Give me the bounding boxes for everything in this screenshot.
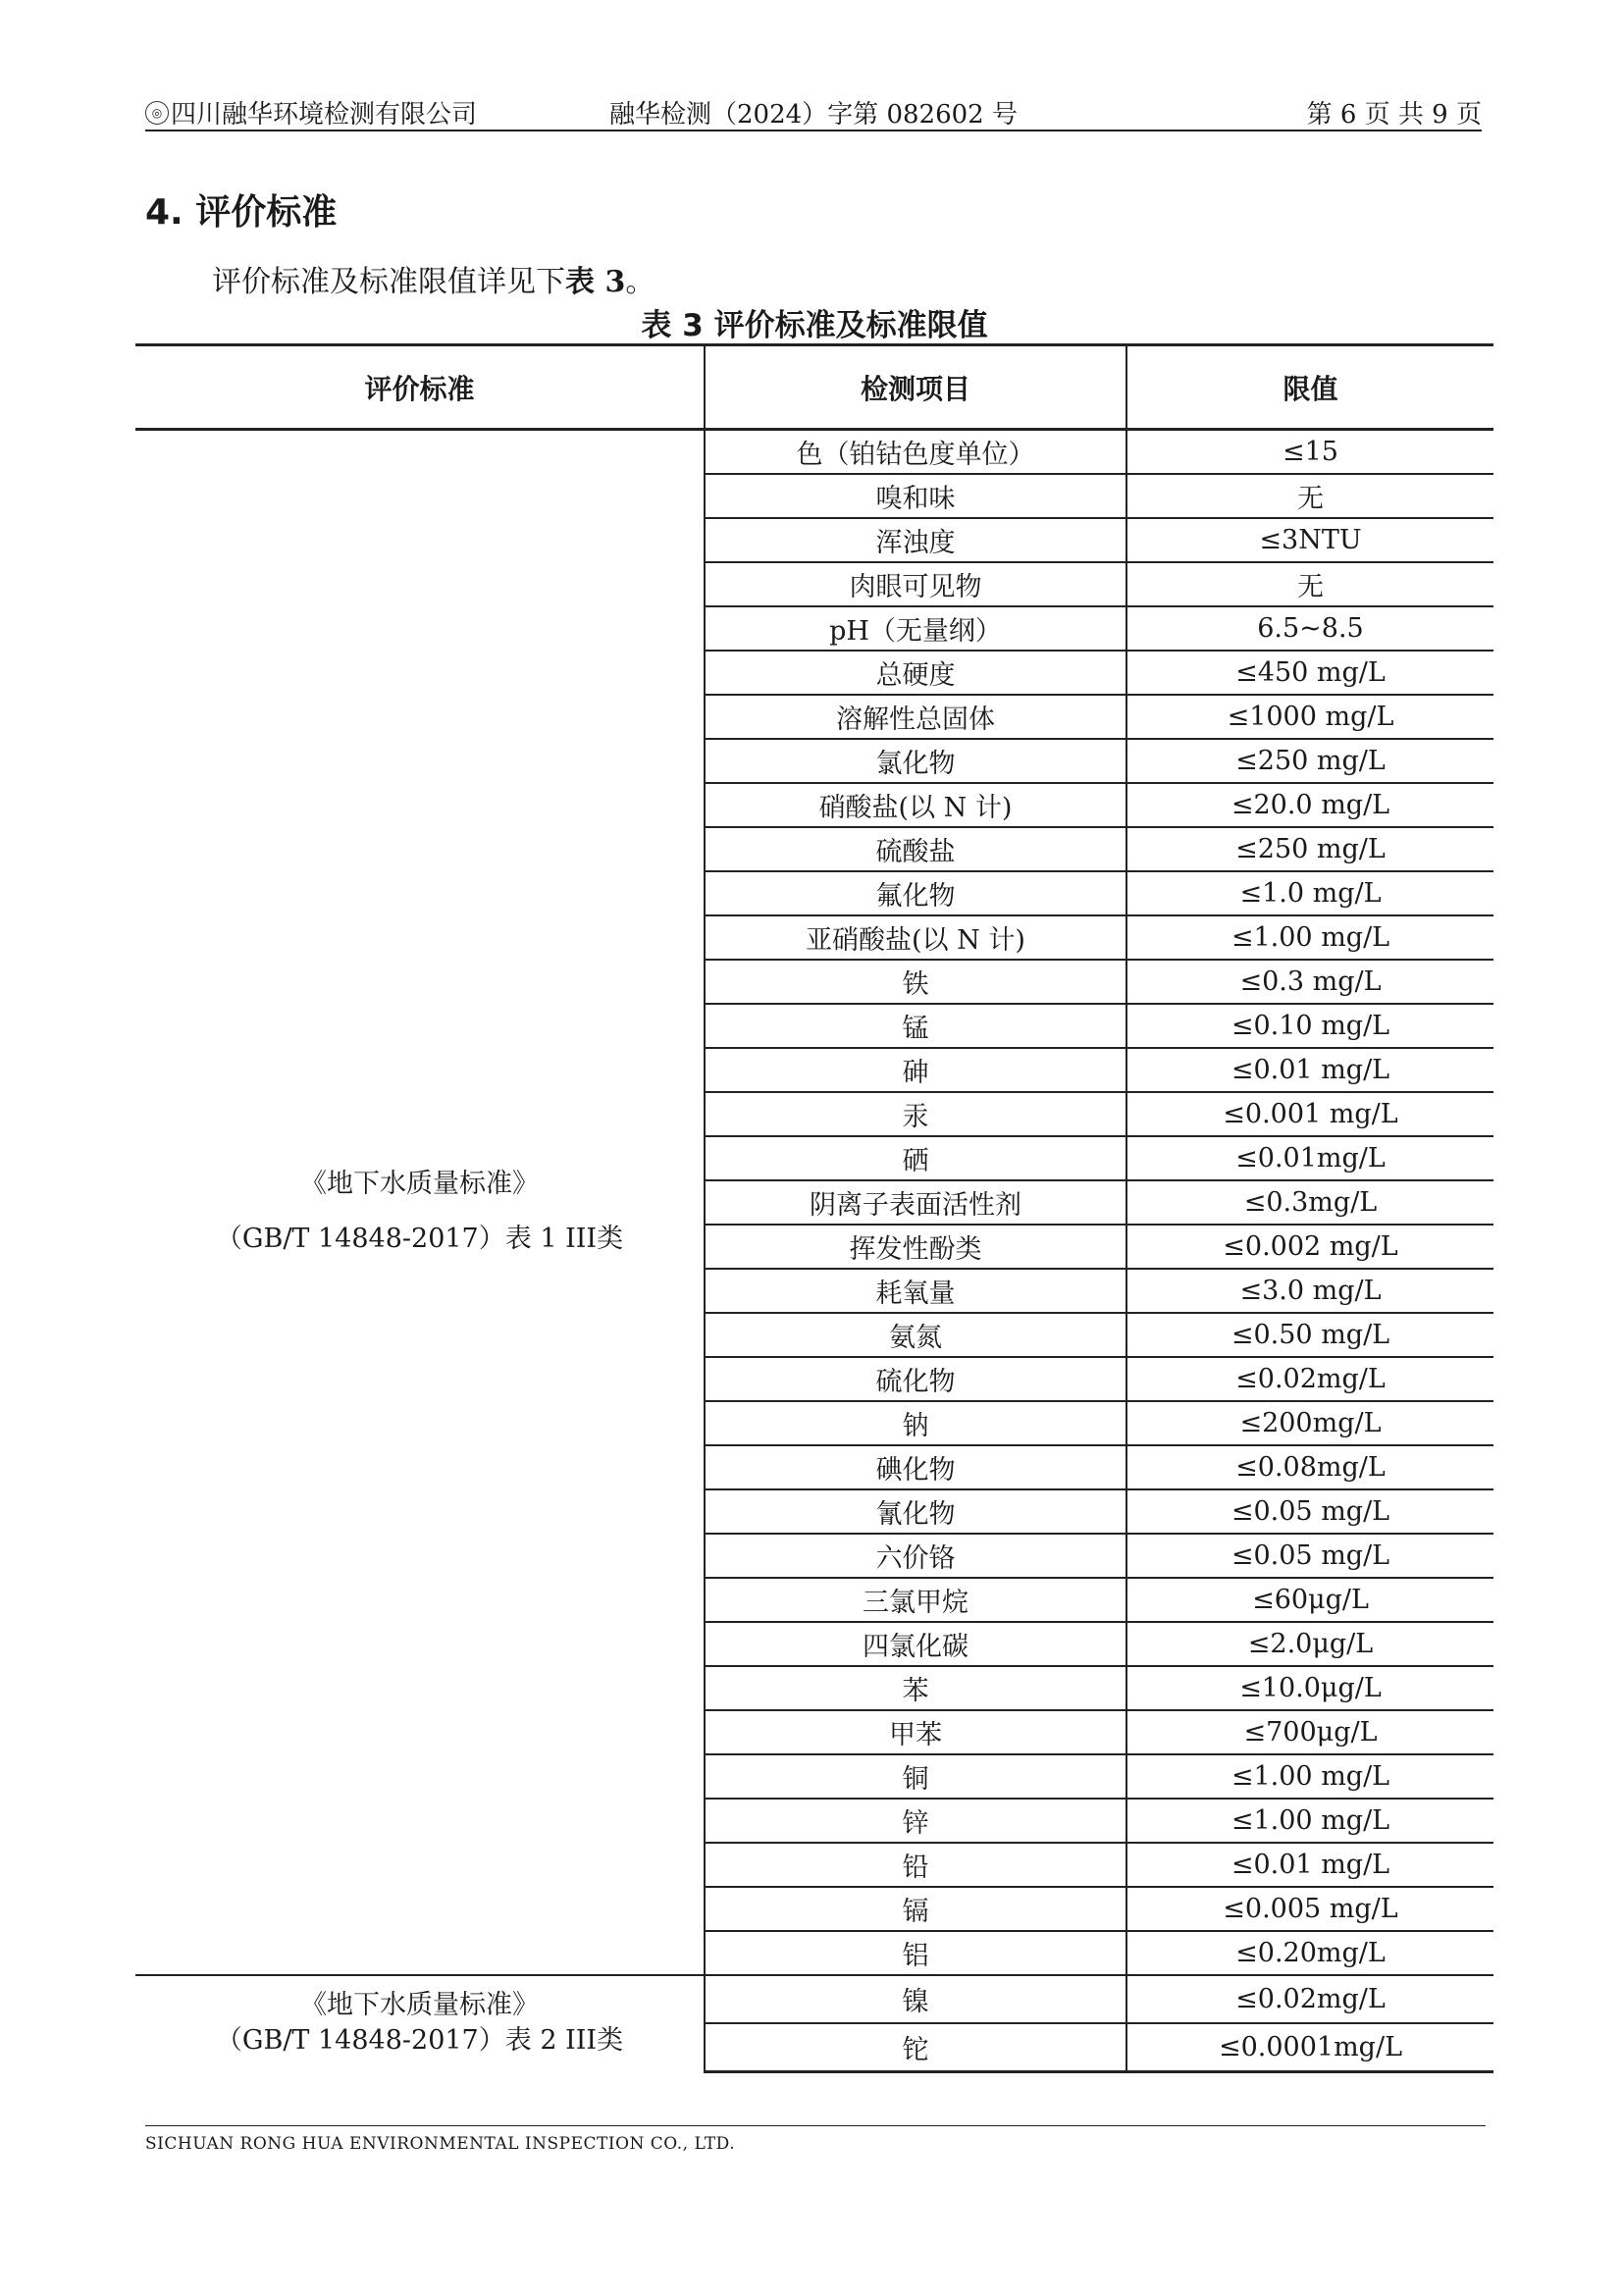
header-standard: 评价标准 xyxy=(364,372,475,405)
item-cell: 浑浊度 xyxy=(705,518,1126,562)
limit-cell: ≤0.3mg/L xyxy=(1126,1180,1493,1225)
item-cell: 六价铬 xyxy=(705,1534,1126,1578)
limit-cell: ≤200mg/L xyxy=(1126,1401,1493,1445)
item-cell: pH（无量纲） xyxy=(705,606,1126,651)
limit-cell: ≤450 mg/L xyxy=(1126,651,1493,695)
limit-cell: ≤1.00 mg/L xyxy=(1126,1754,1493,1799)
item-cell: 硫化物 xyxy=(705,1357,1126,1401)
company-logo-icon: ◎ xyxy=(145,101,169,125)
standard-name: 《地下水质量标准》 xyxy=(300,1169,539,1200)
item-cell: 锰 xyxy=(705,1004,1126,1048)
limit-cell: ≤0.01mg/L xyxy=(1126,1136,1493,1180)
item-cell: 苯 xyxy=(705,1666,1126,1710)
limit-cell: ≤3NTU xyxy=(1126,518,1493,562)
item-cell: 碘化物 xyxy=(705,1445,1126,1489)
item-cell: 三氯甲烷 xyxy=(705,1578,1126,1622)
item-cell: 耗氧量 xyxy=(705,1269,1126,1313)
table-body xyxy=(135,430,1493,2072)
item-cell: 肉眼可见物 xyxy=(705,562,1126,606)
item-cell: 铜 xyxy=(705,1754,1126,1799)
item-cell: 铅 xyxy=(705,1843,1126,1887)
item-cell: 镉 xyxy=(705,1887,1126,1931)
limit-cell: ≤0.01 mg/L xyxy=(1126,1843,1493,1887)
section-title: 4. 评价标准 xyxy=(145,192,338,233)
standard-code: （GB/T 14848-2017）表 2 III类 xyxy=(215,2025,624,2057)
standard-name: 《地下水质量标准》 xyxy=(300,1990,539,2021)
item-cell: 汞 xyxy=(705,1092,1126,1136)
page-number: 第 6 页 共 9 页 xyxy=(1306,100,1482,130)
limit-cell: ≤1.00 mg/L xyxy=(1126,1799,1493,1843)
company-name: 四川融华环境检测有限公司 xyxy=(171,100,478,130)
limit-cell: 无 xyxy=(1126,474,1493,518)
item-cell: 阴离子表面活性剂 xyxy=(705,1180,1126,1225)
limit-cell: ≤0.01 mg/L xyxy=(1126,1048,1493,1092)
limit-cell: ≤0.05 mg/L xyxy=(1126,1489,1493,1534)
limit-cell: ≤0.20mg/L xyxy=(1126,1931,1493,1975)
item-cell: 硒 xyxy=(705,1136,1126,1180)
limit-cell: ≤0.3 mg/L xyxy=(1126,960,1493,1004)
table-caption: 表 3 评价标准及标准限值 xyxy=(641,308,988,343)
item-cell: 甲苯 xyxy=(705,1710,1126,1754)
limit-cell: ≤60μg/L xyxy=(1126,1578,1493,1622)
item-cell: 氰化物 xyxy=(705,1489,1126,1534)
table-header-row xyxy=(135,345,1493,430)
limit-cell: ≤0.002 mg/L xyxy=(1126,1225,1493,1269)
limit-cell: ≤0.50 mg/L xyxy=(1126,1313,1493,1357)
limit-cell: ≤0.001 mg/L xyxy=(1126,1092,1493,1136)
standard-cell xyxy=(135,430,705,1975)
item-cell: 氨氮 xyxy=(705,1313,1126,1357)
limit-cell: ≤20.0 mg/L xyxy=(1126,783,1493,827)
limit-cell: ≤250 mg/L xyxy=(1126,739,1493,783)
header-limit: 限值 xyxy=(1126,345,1493,430)
header-item: 检测项目 xyxy=(705,345,1126,430)
limit-cell: ≤0.05 mg/L xyxy=(1126,1534,1493,1578)
page-footer: SICHUAN RONG HUA ENVIRONMENTAL INSPECTION CO., LTD. xyxy=(145,2125,1486,2154)
item-cell: 氯化物 xyxy=(705,739,1126,783)
limit-cell: ≤0.10 mg/L xyxy=(1126,1004,1493,1048)
limit-cell: ≤1.00 mg/L xyxy=(1126,915,1493,960)
item-cell: 镍 xyxy=(705,1975,1126,2023)
item-cell: 硝酸盐(以 N 计) xyxy=(705,783,1126,827)
intro-text: 评价标准及标准限值详见下 xyxy=(212,265,565,299)
limit-cell: ≤10.0μg/L xyxy=(1126,1666,1493,1710)
table-row xyxy=(135,1975,1493,2023)
limit-cell: ≤15 xyxy=(1126,430,1493,474)
item-cell: 铊 xyxy=(705,2023,1126,2072)
limit-cell: ≤0.02mg/L xyxy=(1126,1975,1493,2023)
item-cell: 氟化物 xyxy=(705,871,1126,915)
standards-table xyxy=(135,343,1493,2073)
item-cell: 铝 xyxy=(705,1931,1126,1975)
item-cell: 挥发性酚类 xyxy=(705,1225,1126,1269)
standard-cell xyxy=(135,1975,705,2072)
table-row xyxy=(135,430,1493,474)
limit-cell: ≤3.0 mg/L xyxy=(1126,1269,1493,1313)
limit-cell: ≤0.02mg/L xyxy=(1126,1357,1493,1401)
limit-cell: 无 xyxy=(1126,562,1493,606)
limit-cell: ≤250 mg/L xyxy=(1126,827,1493,871)
item-cell: 硫酸盐 xyxy=(705,827,1126,871)
intro-end: 。 xyxy=(625,265,655,299)
item-cell: 总硬度 xyxy=(705,651,1126,695)
item-cell: 嗅和味 xyxy=(705,474,1126,518)
limit-cell: ≤0.0001mg/L xyxy=(1126,2023,1493,2072)
standard-code: （GB/T 14848-2017）表 1 III类 xyxy=(215,1224,624,1255)
report-number: 融华检测（2024）字第 082602 号 xyxy=(609,100,1018,130)
section-intro xyxy=(212,257,654,300)
page-header xyxy=(145,90,1482,131)
limit-cell: 6.5~8.5 xyxy=(1126,606,1493,651)
limit-cell: ≤2.0μg/L xyxy=(1126,1622,1493,1666)
item-cell: 锌 xyxy=(705,1799,1126,1843)
limit-cell: ≤700μg/L xyxy=(1126,1710,1493,1754)
item-cell: 色（铂钴色度单位） xyxy=(705,430,1126,474)
item-cell: 溶解性总固体 xyxy=(705,695,1126,739)
item-cell: 钠 xyxy=(705,1401,1126,1445)
item-cell: 亚硝酸盐(以 N 计) xyxy=(705,915,1126,960)
item-cell: 铁 xyxy=(705,960,1126,1004)
item-cell: 砷 xyxy=(705,1048,1126,1092)
limit-cell: ≤0.005 mg/L xyxy=(1126,1887,1493,1931)
limit-cell: ≤1000 mg/L xyxy=(1126,695,1493,739)
limit-cell: ≤0.08mg/L xyxy=(1126,1445,1493,1489)
intro-table-ref: 表 3 xyxy=(565,265,626,299)
limit-cell: ≤1.0 mg/L xyxy=(1126,871,1493,915)
item-cell: 四氯化碳 xyxy=(705,1622,1126,1666)
